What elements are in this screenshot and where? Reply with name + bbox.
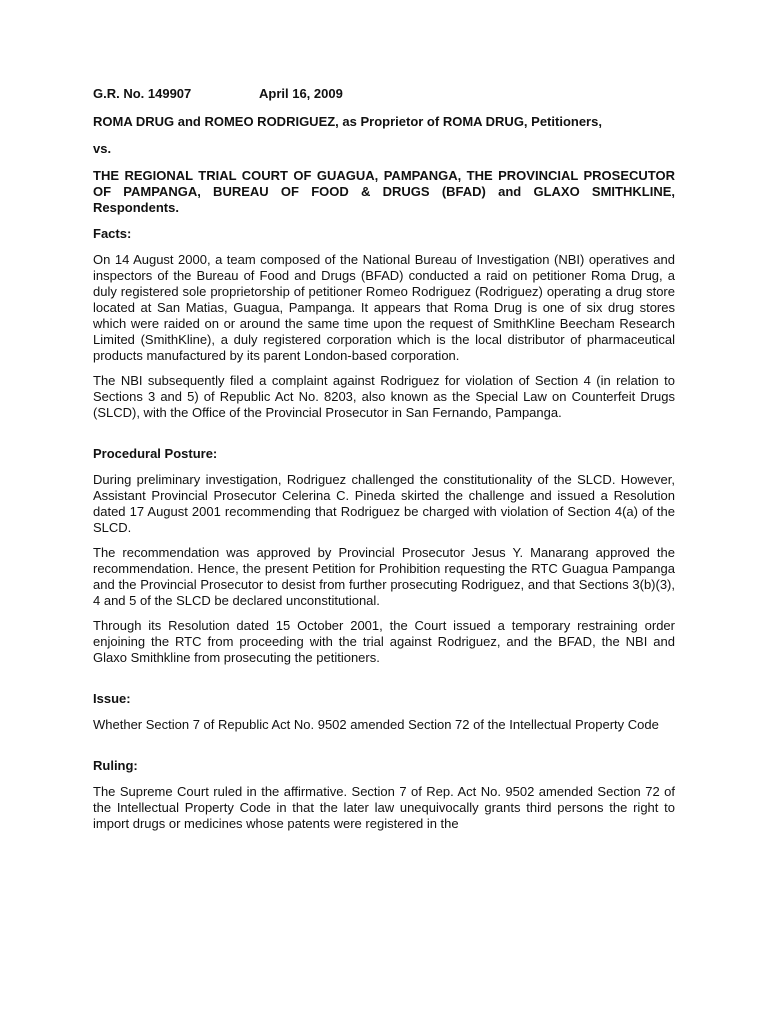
document-page	[93, 86, 675, 841]
procedural-paragraph-1: During preliminary investigation, Rodriguez challenged the constitutionality of the SLCD. However, Assistant Provincial Prosecutor Celerina C. Pineda skirted the challenge and issued a Resolution dated 17 August 2001 recommending that Rodriguez be charged with violation of Section 4(a) of the SLCD.	[93, 472, 675, 535]
petitioners: ROMA DRUG and ROMEO RODRIGUEZ, as Proprietor of ROMA DRUG, Petitioners,	[93, 114, 602, 129]
issue-paragraph: Whether Section 7 of Republic Act No. 9502 amended Section 72 of the Intellectual Property Code	[93, 717, 659, 732]
issue-heading: Issue:	[93, 691, 131, 706]
ruling-heading: Ruling:	[93, 758, 138, 773]
spacer	[93, 675, 675, 691]
spacer	[93, 742, 675, 758]
procedural-paragraph-2: The recommendation was approved by Provincial Prosecutor Jesus Y. Manarang approved the recommendation. Hence, the present Petition for Prohibition requesting the RTC Guagua Pampanga and the Provincial Prosecutor to desist from further prosecuting Rodriguez, and that Sections 3(b)(3), 4 and 5 of the SLCD be declared unconstitutional.	[93, 545, 675, 608]
procedural-paragraph-3: Through its Resolution dated 15 October 2001, the Court issued a temporary restraining order enjoining the RTC from proceeding with the trial against Rodriguez, and the BFAD, the NBI and Glaxo Smithkline from prosecuting the petitioners.	[93, 618, 675, 665]
facts-paragraph-2: The NBI subsequently filed a complaint against Rodriguez for violation of Section 4 (in relation to Sections 3 and 5) of Republic Act No. 8203, also known as the Special Law on Counterfeit Drugs (SLCD), with the Office of the Provincial Prosecutor in San Fernando, Pampanga.	[93, 373, 675, 420]
decision-date: April 16, 2009	[259, 86, 343, 101]
spacer	[93, 430, 675, 446]
gr-number: G.R. No. 149907	[93, 86, 192, 101]
facts-paragraph-1: On 14 August 2000, a team composed of the National Bureau of Investigation (NBI) operatives and inspectors of the Bureau of Food and Drugs (BFAD) conducted a raid on petitioner Roma Drug, a duly registered sole proprietorship of petitioner Romeo Rodriguez (Rodriguez) operating a drug store located at San Matias, Guagua, Pampanga. It appears that Roma Drug is one of six drug stores which were raided on or around the same time upon the request of SmithKline Beecham Research Limited (SmithKline), a duly registered corporation which is the local distributor of pharmaceutical products manufactured by its parent London-based corporation.	[93, 252, 675, 363]
procedural-posture-heading: Procedural Posture:	[93, 446, 218, 461]
ruling-paragraph: The Supreme Court ruled in the affirmative. Section 7 of Rep. Act No. 9502 amended Section 72 of the Intellectual Property Code in that the later law unequivocally grants third persons the right to import drugs or medicines whose patents were registered in the	[93, 784, 675, 831]
case-header	[93, 86, 675, 102]
respondents: THE REGIONAL TRIAL COURT OF GUAGUA, PAMPANGA, THE PROVINCIAL PROSECUTOR OF PAMPANGA, BUREAU OF FOOD & DRUGS (BFAD) and GLAXO SMITHKLINE, Respondents.	[93, 168, 675, 215]
versus: vs.	[93, 141, 112, 156]
facts-heading: Facts:	[93, 226, 132, 241]
